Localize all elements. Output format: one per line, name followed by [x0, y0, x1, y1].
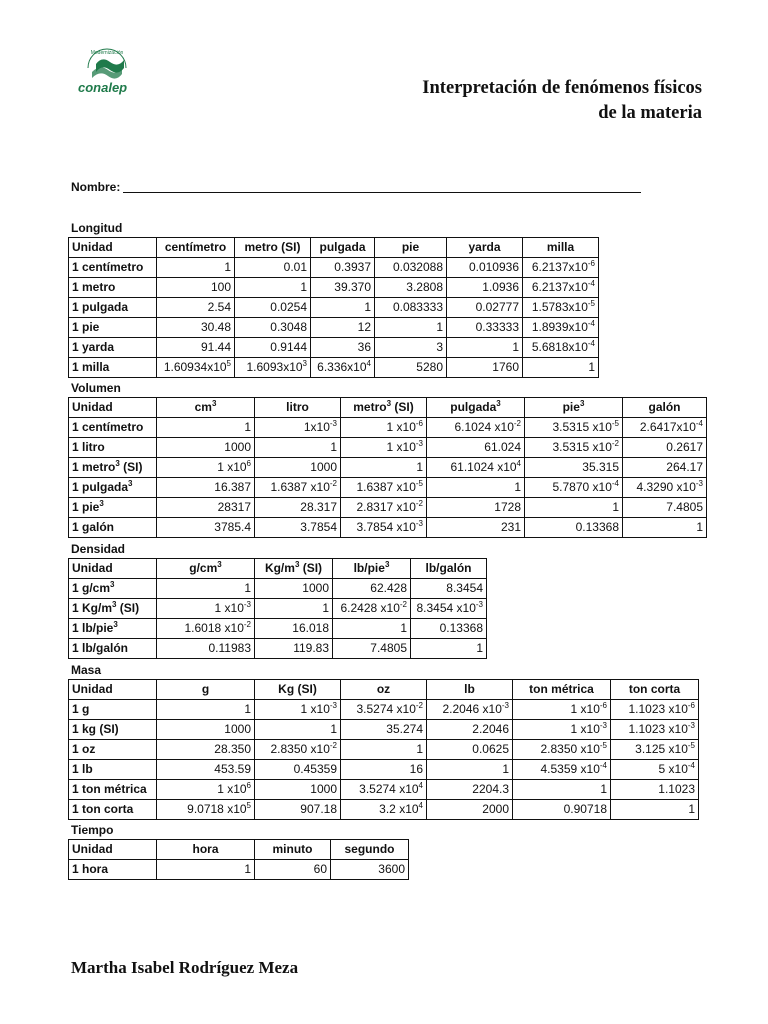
table-cell: 1: [447, 338, 523, 358]
column-header-cm3: $cm^3$: [157, 398, 255, 418]
table-cell: 5280: [375, 358, 447, 378]
column-header-ton-corta: ton corta: [611, 680, 699, 700]
title-line-2: de la materia: [598, 103, 702, 123]
column-header-centimetro: centímetro: [157, 238, 235, 258]
table-cell: 1: [157, 579, 255, 599]
table-cell: 3.5274 $x10^{-2}$: [341, 700, 427, 720]
table-cell: 1: [611, 800, 699, 820]
table-cell: 1.6387 $x10^{-2}$: [255, 478, 341, 498]
table-cell: 16: [341, 760, 427, 780]
table-cell: 2.2046: [427, 720, 513, 740]
table-cell: 60: [255, 860, 331, 880]
table-cell: 4.5359 $x10^{-4}$: [513, 760, 611, 780]
table-row: [69, 780, 699, 800]
table-cell: 0.11983: [157, 639, 255, 659]
table-row: [69, 860, 409, 880]
table-cell: 1.0936: [447, 278, 523, 298]
table-row: [69, 760, 699, 780]
table-cell: 231: [427, 518, 525, 538]
row-label: 1 oz: [69, 740, 157, 760]
table-cell: 0.13368: [411, 619, 487, 639]
table-row: [69, 358, 599, 378]
table-row: [69, 438, 707, 458]
table-cell: 1728: [427, 498, 525, 518]
column-header-lb: lb: [427, 680, 513, 700]
title-line-1: Interpretación de fenómenos físicos: [422, 78, 702, 98]
row-label: 1 metro: [69, 278, 157, 298]
column-header-kg-si: Kg (SI): [255, 680, 341, 700]
column-header-yarda: yarda: [447, 238, 523, 258]
table-cell: 119.83: [255, 639, 333, 659]
table-cell: 61.1024 $x10^4$: [427, 458, 525, 478]
table-cell: 0.02777: [447, 298, 523, 318]
table-header-row: [69, 559, 487, 579]
column-header-metro3-si: metro$^3$ (SI): [341, 398, 427, 418]
table-cell: 0.032088: [375, 258, 447, 278]
table-volumen: [68, 397, 707, 538]
table-cell: 1.6018 $x10^{-2}$: [157, 619, 255, 639]
section-title-tiempo: Tiempo: [71, 823, 114, 837]
table-cell: 1: [235, 278, 311, 298]
table-cell: 100: [157, 278, 235, 298]
table-cell: 6.1024 $x10^{-2}$: [427, 418, 525, 438]
column-header-kg-m3-si: $Kg/m^3$ (SI): [255, 559, 333, 579]
page-title: [422, 76, 702, 126]
table-cell: 1: [623, 518, 707, 538]
column-header-segundo: segundo: [331, 840, 409, 860]
column-header-litro: litro: [255, 398, 341, 418]
column-header-minuto: minuto: [255, 840, 331, 860]
table-cell: 1000: [157, 438, 255, 458]
table-cell: $1.60934x10^5$: [157, 358, 235, 378]
column-header-pulgada: pulgada: [311, 238, 375, 258]
table-cell: 4.3290 $x10^{-3}$: [623, 478, 707, 498]
table-cell: 2204.3: [427, 780, 513, 800]
table-cell: 1: [255, 438, 341, 458]
table-cell: $1x10^{-3}$: [255, 418, 341, 438]
table-cell: 3600: [331, 860, 409, 880]
column-header-pulgada3: pulgada$^3$: [427, 398, 525, 418]
table-cell: 2.2046 $x10^{-3}$: [427, 700, 513, 720]
table-cell: 3.5315 $x10^{-5}$: [525, 418, 623, 438]
table-cell: 1: [255, 720, 341, 740]
column-header-unidad: Unidad: [69, 559, 157, 579]
row-label: 1 pie: [69, 318, 157, 338]
table-cell: 1000: [255, 579, 333, 599]
table-cell: 1 $x10^{-3}$: [341, 438, 427, 458]
table-row: [69, 298, 599, 318]
table-row: [69, 740, 699, 760]
row-label: 1 kg (SI): [69, 720, 157, 740]
table-cell: 1: [333, 619, 411, 639]
table-cell: 7.4805: [623, 498, 707, 518]
table-cell: 1 $x10^6$: [157, 458, 255, 478]
table-cell: 0.33333: [447, 318, 523, 338]
table-cell: 0.90718: [513, 800, 611, 820]
table-row: [69, 278, 599, 298]
table-row: [69, 458, 707, 478]
section-title-longitud: Longitud: [71, 221, 123, 235]
column-header-g: g: [157, 680, 255, 700]
table-cell: 6.2428 $x10^{-2}$: [333, 599, 411, 619]
table-cell: 62.428: [333, 579, 411, 599]
table-cell: 1000: [157, 720, 255, 740]
table-cell: 1: [513, 780, 611, 800]
table-row: [69, 619, 487, 639]
column-header-metro-si: metro (SI): [235, 238, 311, 258]
row-label: 1 lb/pie$^3$: [69, 619, 157, 639]
column-header-hora: hora: [157, 840, 255, 860]
column-header-pie: pie: [375, 238, 447, 258]
column-header-unidad: Unidad: [69, 238, 157, 258]
table-cell: 8.3454: [411, 579, 487, 599]
logo-arc-text: Modernización: [90, 50, 124, 56]
table-cell: 8.3454 $x10^{-3}$: [411, 599, 487, 619]
table-cell: 1000: [255, 458, 341, 478]
table-cell: 1: [255, 599, 333, 619]
table-cell: $2.6417x10^{-4}$: [623, 418, 707, 438]
table-tiempo: [68, 839, 409, 880]
table-cell: 1 $x10^{-3}$: [255, 700, 341, 720]
table-cell: 5 $x10^{-4}$: [611, 760, 699, 780]
table-header-row: [69, 840, 409, 860]
table-cell: 28317: [157, 498, 255, 518]
table-header-row: [69, 238, 599, 258]
row-label: 1 litro: [69, 438, 157, 458]
table-cell: 1 $x10^{-3}$: [513, 720, 611, 740]
table-cell: 2.54: [157, 298, 235, 318]
table-cell: 3.7854: [255, 518, 341, 538]
row-label: 1 $Kg/m^3$ (SI): [69, 599, 157, 619]
column-header-oz: oz: [341, 680, 427, 700]
table-cell: 3.125 $x10^{-5}$: [611, 740, 699, 760]
table-cell: 2.8350 $x10^{-5}$: [513, 740, 611, 760]
table-cell: 3.5274 $x10^4$: [341, 780, 427, 800]
column-header-g-cm3: $g/cm^3$: [157, 559, 255, 579]
table-cell: 3.7854 $x10^{-3}$: [341, 518, 427, 538]
table-row: [69, 338, 599, 358]
row-label: 1 ton métrica: [69, 780, 157, 800]
table-cell: 453.59: [157, 760, 255, 780]
table-cell: $6.2137x10^{-4}$: [523, 278, 599, 298]
row-label: 1 pie$^3$: [69, 498, 157, 518]
table-cell: $1.6093x10^3$: [235, 358, 311, 378]
row-label: 1 hora: [69, 860, 157, 880]
row-label: 1 g: [69, 700, 157, 720]
table-cell: 9.0718 $x10^5$: [157, 800, 255, 820]
table-cell: 3785.4: [157, 518, 255, 538]
table-cell: 36: [311, 338, 375, 358]
row-label: 1 galón: [69, 518, 157, 538]
table-cell: 0.13368: [525, 518, 623, 538]
table-cell: 0.2617: [623, 438, 707, 458]
table-cell: 0.083333: [375, 298, 447, 318]
table-cell: 1: [341, 458, 427, 478]
section-title-densidad: Densidad: [71, 542, 126, 556]
table-row: [69, 800, 699, 820]
table-cell: 1 $x10^{-6}$: [513, 700, 611, 720]
table-cell: 1: [523, 358, 599, 378]
table-cell: 0.0254: [235, 298, 311, 318]
column-header-unidad: Unidad: [69, 680, 157, 700]
column-header-lb-galon: lb/galón: [411, 559, 487, 579]
row-label: 1 lb/galón: [69, 639, 157, 659]
row-label: 1 metro$^3$ (SI): [69, 458, 157, 478]
table-cell: $5.6818x10^{-4}$: [523, 338, 599, 358]
table-header-row: [69, 398, 707, 418]
table-cell: 16.018: [255, 619, 333, 639]
row-label: 1 pulgada$^3$: [69, 478, 157, 498]
table-cell: 1: [157, 700, 255, 720]
table-cell: 1: [525, 498, 623, 518]
column-header-milla: milla: [523, 238, 599, 258]
table-cell: $6.2137x10^{-6}$: [523, 258, 599, 278]
table-row: [69, 418, 707, 438]
table-cell: 1760: [447, 358, 523, 378]
column-header-lb-pie3: lb/pie$^3$: [333, 559, 411, 579]
row-label: 1 $g/cm^3$: [69, 579, 157, 599]
table-cell: 12: [311, 318, 375, 338]
table-cell: 28.317: [255, 498, 341, 518]
row-label: 1 ton corta: [69, 800, 157, 820]
table-cell: 1: [427, 760, 513, 780]
table-cell: 1: [157, 258, 235, 278]
table-cell: 1.6387 $x10^{-5}$: [341, 478, 427, 498]
column-header-pie3: pie$^3$: [525, 398, 623, 418]
table-cell: 0.9144: [235, 338, 311, 358]
table-cell: 91.44: [157, 338, 235, 358]
table-cell: 0.3937: [311, 258, 375, 278]
table-row: [69, 318, 599, 338]
name-label: Nombre:: [71, 180, 121, 194]
table-cell: 16.387: [157, 478, 255, 498]
column-header-unidad: Unidad: [69, 840, 157, 860]
column-header-galon: galón: [623, 398, 707, 418]
table-cell: $1.5783x10^{-5}$: [523, 298, 599, 318]
section-title-volumen: Volumen: [71, 381, 121, 395]
table-cell: 1 $x10^{-3}$: [157, 599, 255, 619]
column-header-ton-metrica: ton métrica: [513, 680, 611, 700]
row-label: 1 centímetro: [69, 258, 157, 278]
table-cell: 1.1023 $x10^{-6}$: [611, 700, 699, 720]
table-cell: 35.315: [525, 458, 623, 478]
table-cell: $1.8939x10^{-4}$: [523, 318, 599, 338]
table-cell: 907.18: [255, 800, 341, 820]
table-cell: $6.336x10^4$: [311, 358, 375, 378]
table-cell: 5.7870 $x10^{-4}$: [525, 478, 623, 498]
table-row: [69, 478, 707, 498]
table-cell: 3.2 $x10^4$: [341, 800, 427, 820]
table-cell: 1: [427, 478, 525, 498]
table-cell: 1: [157, 860, 255, 880]
table-cell: 1.1023: [611, 780, 699, 800]
table-cell: 3.2808: [375, 278, 447, 298]
table-cell: 2.8350 $x10^{-2}$: [255, 740, 341, 760]
table-masa: [68, 679, 699, 820]
row-label: 1 centímetro: [69, 418, 157, 438]
table-cell: 30.48: [157, 318, 235, 338]
table-cell: 35.274: [341, 720, 427, 740]
table-cell: 1: [341, 740, 427, 760]
table-cell: 1: [375, 318, 447, 338]
table-cell: 3.5315 $x10^{-2}$: [525, 438, 623, 458]
row-label: 1 lb: [69, 760, 157, 780]
table-cell: 1 $x10^{-6}$: [341, 418, 427, 438]
table-cell: 2000: [427, 800, 513, 820]
table-cell: 2.8317 $x10^{-2}$: [341, 498, 427, 518]
table-cell: 0.010936: [447, 258, 523, 278]
table-cell: 1: [411, 639, 487, 659]
table-row: [69, 579, 487, 599]
table-cell: 0.3048: [235, 318, 311, 338]
table-densidad: [68, 558, 487, 659]
table-cell: 1: [311, 298, 375, 318]
table-cell: 7.4805: [333, 639, 411, 659]
table-cell: 61.024: [427, 438, 525, 458]
table-longitud: [68, 237, 599, 378]
table-cell: 28.350: [157, 740, 255, 760]
table-cell: 1: [157, 418, 255, 438]
table-row: [69, 700, 699, 720]
table-row: [69, 518, 707, 538]
table-row: [69, 599, 487, 619]
table-row: [69, 720, 699, 740]
table-row: [69, 258, 599, 278]
column-header-unidad: Unidad: [69, 398, 157, 418]
name-blank-line[interactable]: [123, 182, 641, 193]
row-label: 1 milla: [69, 358, 157, 378]
table-cell: 0.01: [235, 258, 311, 278]
table-header-row: [69, 680, 699, 700]
row-label: 1 yarda: [69, 338, 157, 358]
table-row: [69, 639, 487, 659]
logo-text: conalep: [78, 80, 128, 95]
row-label: 1 pulgada: [69, 298, 157, 318]
name-field: [71, 180, 641, 194]
table-cell: 1 $x10^6$: [157, 780, 255, 800]
table-cell: 3: [375, 338, 447, 358]
table-cell: 1.1023 $x10^{-3}$: [611, 720, 699, 740]
table-cell: 1000: [255, 780, 341, 800]
table-cell: 39.370: [311, 278, 375, 298]
author-name: Martha Isabel Rodríguez Meza: [71, 958, 299, 977]
table-cell: 0.45359: [255, 760, 341, 780]
table-cell: 0.0625: [427, 740, 513, 760]
table-row: [69, 498, 707, 518]
table-cell: 264.17: [623, 458, 707, 478]
section-title-masa: Masa: [71, 663, 102, 677]
